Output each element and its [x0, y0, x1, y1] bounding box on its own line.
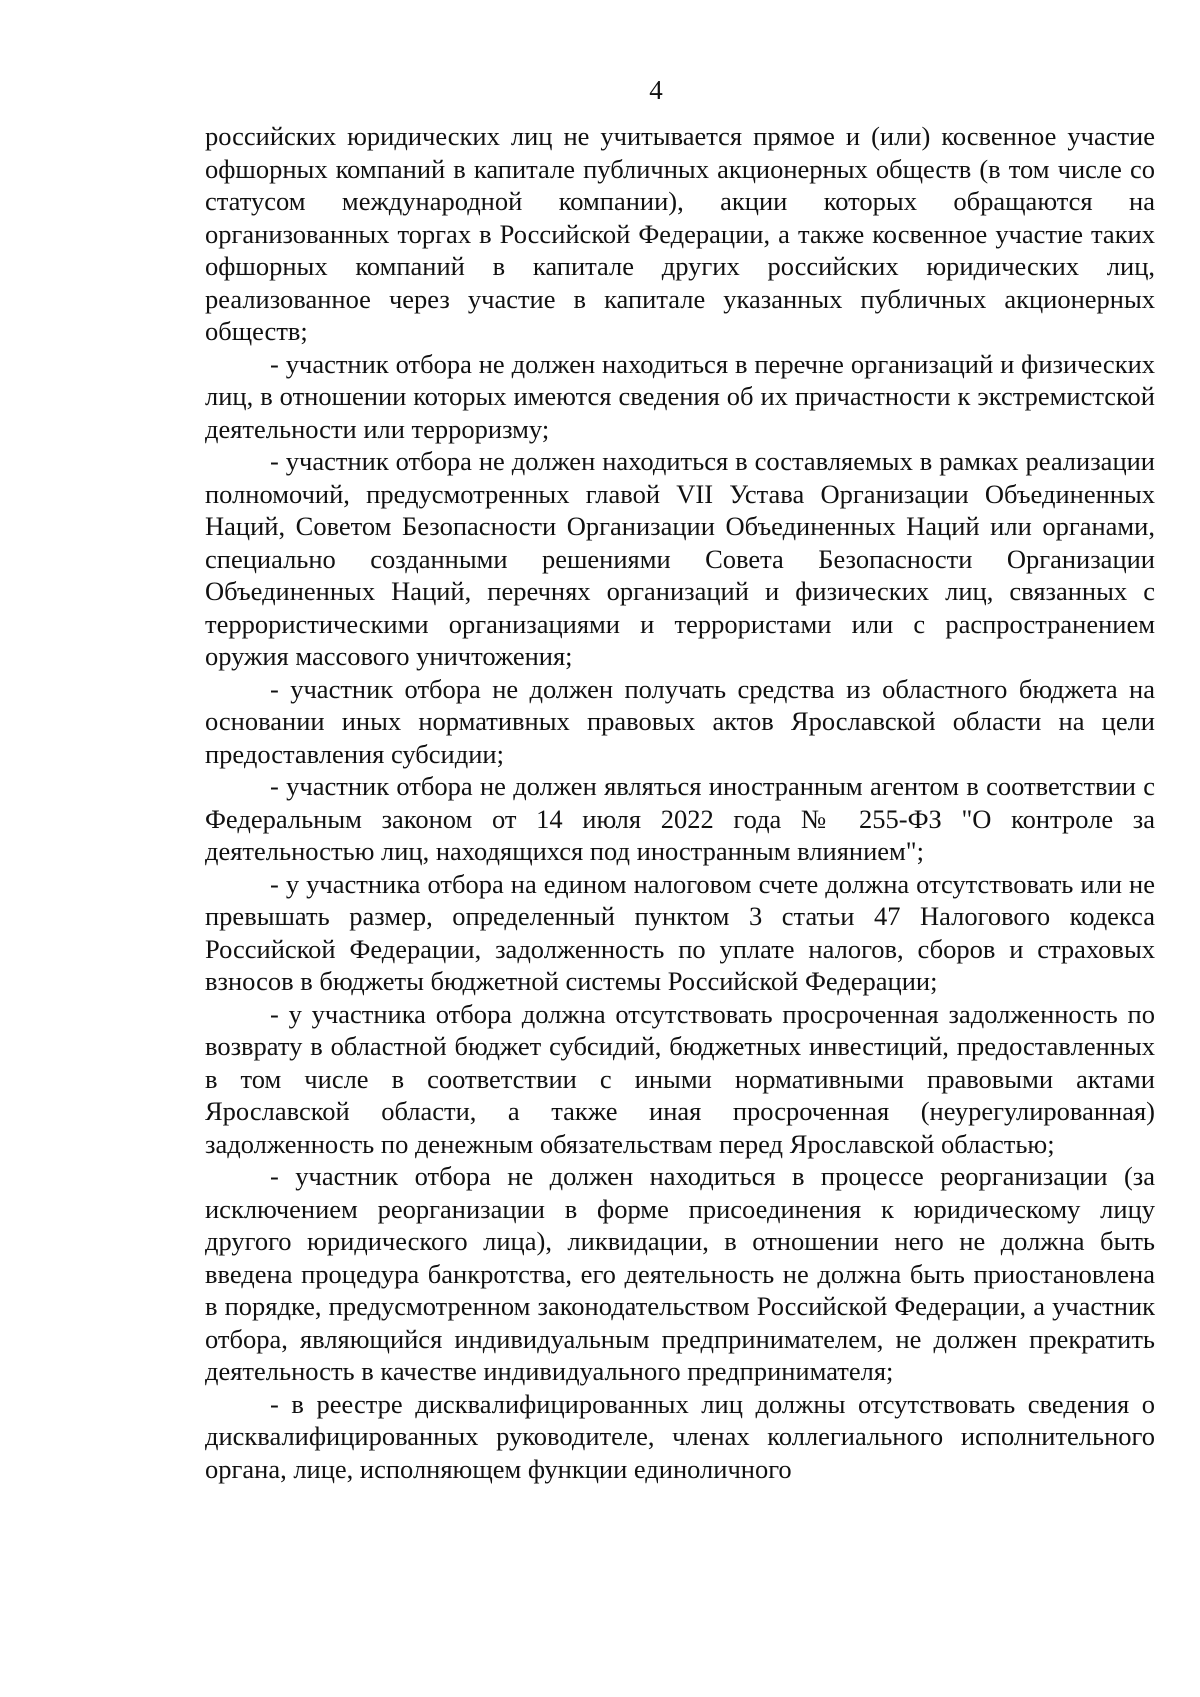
- paragraph-disqualified-persons: - в реестре дисквалифицированных лиц должны отсутствовать сведения о дисквалифицированных руководителе, членах коллегиального исполнительного органа, лице, исполняющем функции единоличного: [205, 1388, 1155, 1484]
- paragraph-reorganization: - участник отбора не должен находиться в процессе реорганизации (за исключением реорганизации в форме присоединения к юридическому лицу другого юридического лица), ликвидации, в отношении него не должна быть введена процедура банкротства, его деятельность не должна быть приостановлена в порядке, предусмотренном законодательством Российской Федерации, а участник отбора, являющийся индивидуальным предпринимателем, не должен прекратить деятельность в качестве индивидуального предпринимателя;: [205, 1161, 1155, 1386]
- paragraph-overdue-debt: - у участника отбора должна отсутствовать просроченная задолженность по возврату в областной бюджет субсидий, бюджетных инвестиций, предоставленных в том числе в соответствии с иными нормативными правовыми актами Ярославской области, а также иная просроченная (неурегулированная) задолженность по денежным обязательствам перед Ярославской областью;: [205, 998, 1155, 1159]
- paragraph-tax-debt: - у участника отбора на едином налоговом счете должна отсутствовать или не превышать размер, определенный пунктом 3 статьи 47 Налогового кодекса Российской Федерации, задолженность по уплате налогов, сборов и страховых взносов в бюджеты бюджетной системы Российской Федерации;: [205, 868, 1155, 996]
- paragraph-extremism-list: - участник отбора не должен находиться в перечне организаций и физических лиц, в отношении которых имеются сведения об их причастности к экстремистской деятельности или терроризму;: [205, 348, 1155, 444]
- page-number: 4: [649, 75, 663, 105]
- paragraph-un-security-council-list: - участник отбора не должен находиться в составляемых в рамках реализации полномочий, предусмотренных главой VII Устава Организации Объединенных Наций, Советом Безопасности Организации Объединенных Наций или органами, специально созданными решениями Совета Безопасности Организации Объединенных Наций, перечнях организаций и физических лиц, связанных с террористическими организациями и террористами или с распространением оружия массового уничтожения;: [205, 446, 1155, 671]
- document-body: [205, 120, 1155, 1485]
- paragraph-regional-budget-funds: - участник отбора не должен получать средства из областного бюджета на основании иных нормативных правовых актов Ярославской области на цели предоставления субсидии;: [205, 673, 1155, 769]
- paragraph-foreign-agent: - участник отбора не должен являться иностранным агентом в соответствии с Федеральным законом от 14 июля 2022 года № 255-ФЗ "О контроле за деятельностью лиц, находящихся под иностранным влиянием";: [205, 771, 1155, 866]
- paragraph-offshore-participation: российских юридических лиц не учитывается прямое и (или) косвенное участие офшорных компаний в капитале публичных акционерных обществ (в том числе со статусом международной компании), акции которых обращаются на организованных торгах в Российской Федерации, а также косвенное участие таких офшорных компаний в капитале других российских юридических лиц, реализованное через участие в капитале указанных публичных акционерных обществ;: [205, 121, 1155, 346]
